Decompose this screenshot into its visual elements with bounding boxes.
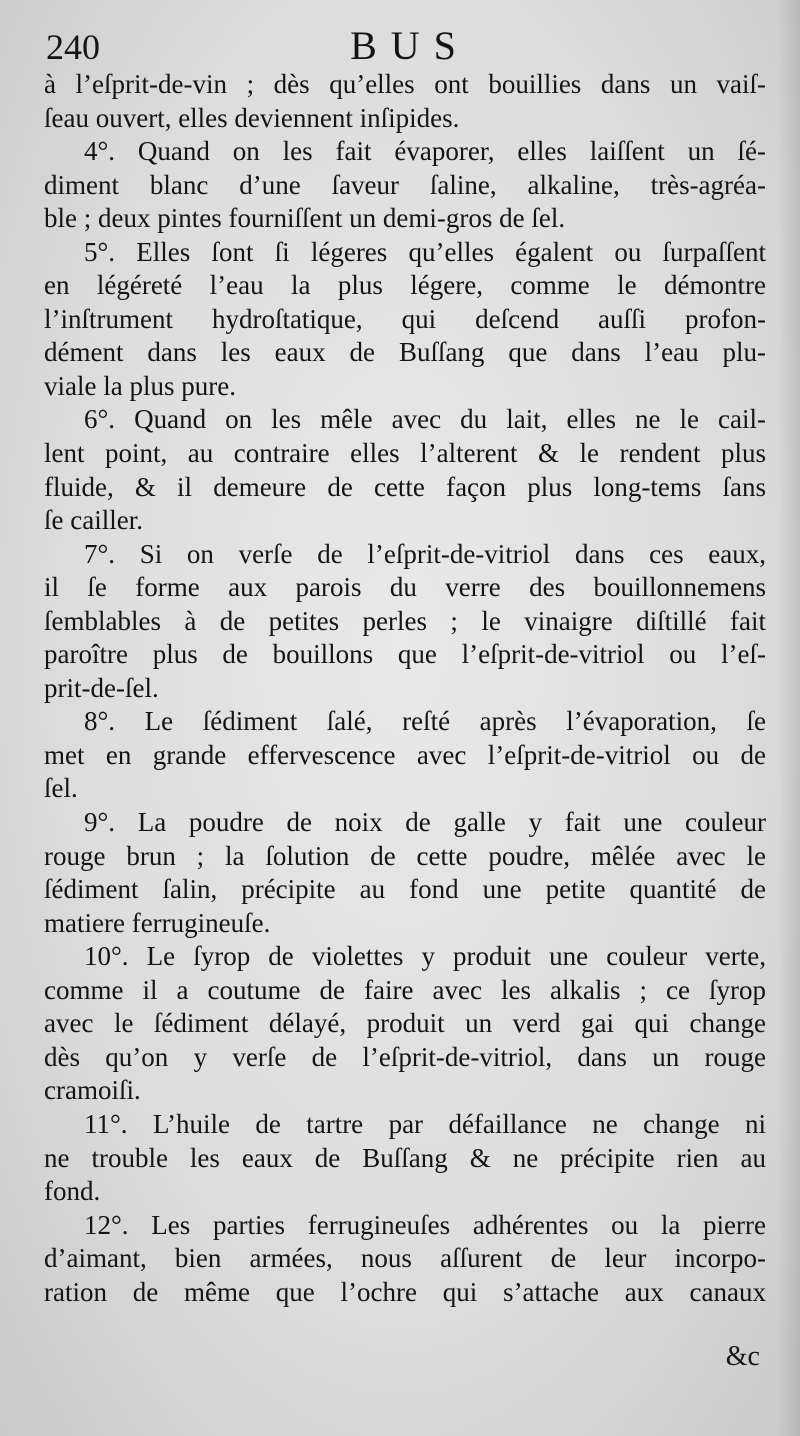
text-line: 12°. Les parties ferrugineuſes adhérentes ou la pierre [84, 1209, 766, 1240]
body-text [44, 68, 766, 1309]
text-line: 10°. Le ſyrop de violettes y produit une couleur verte, [84, 941, 766, 972]
text-line: 11°. L’huile de tartre par défaillance ne change ni [84, 1108, 766, 1139]
text-line: en légéreté l’eau la plus légere, comme le démontre [44, 270, 766, 301]
text-line: l’inſtrument hydroſtatique, qui deſcend auſſi profon- [44, 303, 766, 334]
text-line: comme il a coutume de faire avec les alkalis ; ce ſyrop [44, 974, 766, 1005]
text-line: ration de même que l’ochre qui s’attache aux canaux [44, 1276, 766, 1307]
text-line: dès qu’on y verſe de l’eſprit-de-vitriol, dans un rouge [44, 1041, 766, 1072]
text-line: à l’eſprit-de-vin ; dès qu’elles ont bouillies dans un vaiſ- [44, 69, 766, 99]
text-line: viale la plus pure. [44, 370, 236, 401]
text-line: ſeau ouvert, elles deviennent inſipides. [44, 102, 460, 133]
text-line: paroître plus de bouillons que l’eſprit-de-vitriol ou l’eſ- [44, 639, 766, 670]
text-line: diment blanc d’une ſaveur ſaline, alkaline, très-agréa- [44, 169, 766, 200]
text-line: 5°. Elles ſont ſi légeres qu’elles égalent ou ſurpaſſent [84, 236, 766, 267]
text-line: dément dans les eaux de Buſſang que dans l’eau plu- [44, 337, 766, 368]
text-line: 6°. Quand on les mêle avec du lait, elles ne le cail- [84, 404, 766, 435]
text-line: matiere ferrugineuſe. [44, 907, 271, 938]
text-line: cramoiſi. [44, 1075, 141, 1106]
text-line: prit-de-ſel. [44, 672, 159, 703]
page-number: 240 [46, 27, 100, 67]
text-line: ſédiment ſalin, précipite au fond une petite quantité de [44, 874, 766, 905]
text-line: fond. [44, 1176, 101, 1207]
text-line: fluide, & il demeure de cette façon plus long-tems ſans [44, 471, 766, 502]
text-line: 4°. Quand on les fait évaporer, elles laiſſent un ſé- [84, 136, 766, 167]
text-line: ſel. [44, 773, 78, 804]
text-line: d’aimant, bien armées, nous aſſurent de leur incorpo- [44, 1243, 766, 1274]
text-line: ſemblables à de petites perles ; le vinaigre diſtillé fait [44, 605, 766, 636]
text-line: 9°. La poudre de noix de galle y fait une couleur [84, 807, 766, 838]
text-line: il ſe forme aux parois du verre des bouillonnemens [44, 572, 766, 603]
text-line: ne trouble les eaux de Buſſang & ne précipite rien au [44, 1142, 766, 1173]
running-head [46, 22, 760, 68]
text-line: ble ; deux pintes fourniſſent un demi-gros de ſel. [44, 203, 566, 234]
running-title: BUS [350, 23, 470, 68]
page-gutter-shadow [778, 0, 800, 1436]
text-line: avec le ſédiment délayé, produit un verd gai qui change [44, 1008, 766, 1039]
text-line: 7°. Si on verſe de l’eſprit-de-vitriol dans ces eaux, [84, 538, 766, 569]
text-line: ſe cailler. [44, 505, 143, 536]
text-line: 8°. Le ſédiment ſalé, reſté après l’évaporation, ſe [84, 706, 766, 737]
catchword: &c [725, 1341, 760, 1372]
text-line: rouge brun ; la ſolution de cette poudre, mêlée avec le [44, 840, 766, 871]
text-line: lent point, au contraire elles l’alterent & le rendent plus [44, 438, 766, 469]
text-line: met en grande effervescence avec l’eſprit-de-vitriol ou de [44, 739, 766, 770]
